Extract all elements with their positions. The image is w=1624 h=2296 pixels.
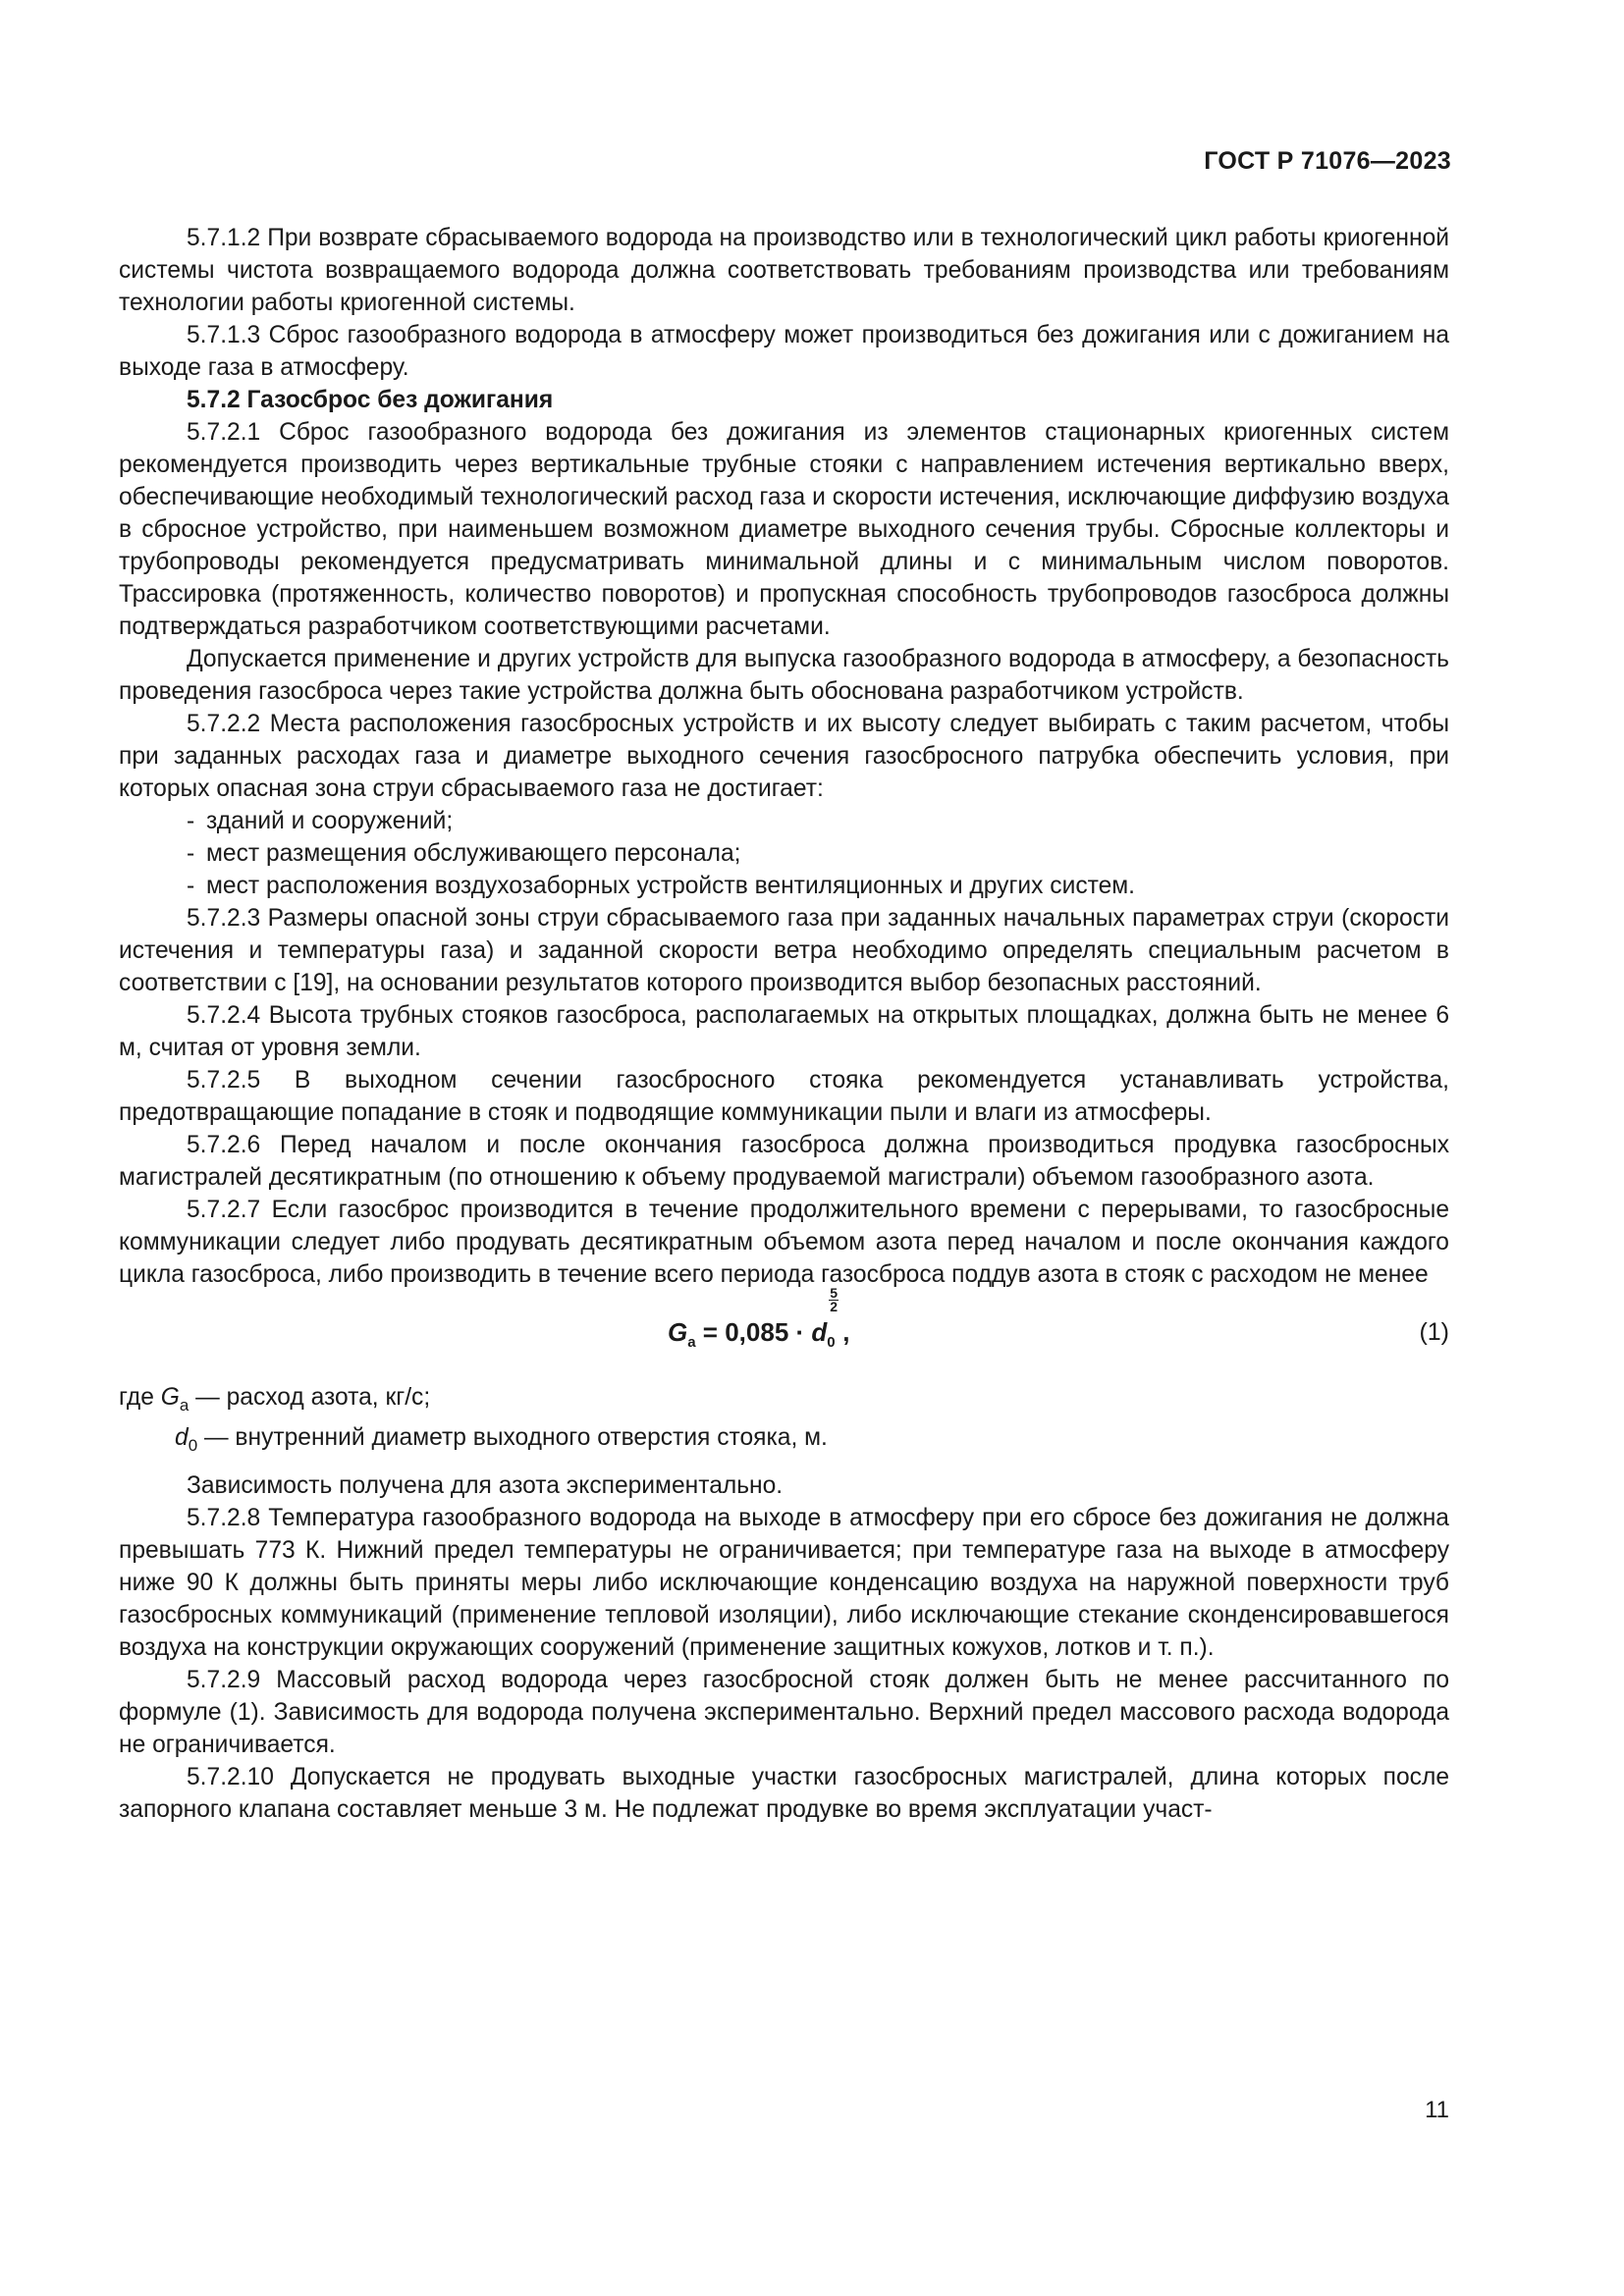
formula-legend-d	[119, 1421, 1449, 1462]
paragraph-5-7-2-2: 5.7.2.2 Места расположения газосбросных устройств и их высоту следует выбирать с таким расчетом, чтобы при заданных расходах газа и диаметре выходного сечения газосбросного патрубка обеспечить условия, при которых опасная зона струи сбрасываемого газа не достигает:	[119, 711, 1449, 802]
paragraph-5-7-2-1-cont: Допускается применение и других устройств для выпуска газообразного водорода в атмосферу, а безопасность проведения газосброса через такие устройства должна быть обоснована разработчиком устройств.	[119, 646, 1449, 705]
list-dash: -	[187, 808, 195, 834]
legend-d-var: d	[175, 1424, 189, 1451]
formula-exponent-denominator: 2	[830, 1299, 839, 1314]
paragraph-5-7-2-10: 5.7.2.10 Допускается не продувать выходные участки газосбросных магистралей, длина которых после запорного клапана составляет меньше 3 м. Не подлежат продувке во время эксплуатации участ-	[119, 1764, 1449, 1823]
formula-1	[668, 1285, 850, 1359]
list-item-text: зданий и сооружений;	[206, 808, 454, 834]
formula-d-var: d	[811, 1317, 828, 1347]
formula-number: (1)	[1419, 1318, 1449, 1346]
formula-power	[827, 1285, 842, 1359]
formula-lhs-sub: a	[687, 1334, 696, 1352]
page-number: 11	[1425, 2097, 1449, 2123]
formula-rhs: = 0,085 ·	[695, 1317, 812, 1347]
paragraph-5-7-2-1: 5.7.2.1 Сброс газообразного водорода без дожигания из элементов стационарных криогенных систем рекомендуется производить через вертикальные трубные стояки с направлением истечения вертикально вверх, обеспечивающие необходимый технологический расход газа и скорости истечения, исключающие диффузию воздуха в сбросное устройство, при наименьшем возможном диаметре выходного сечения трубы. Сбросные коллекторы и трубопроводы рекомендуется предусматривать минимальной длины и с минимальным числом поворотов. Трассировка (протяженность, количество поворотов) и пропускная способность трубопроводов газосброса должны подтверждаться разработчиком соответствующими расчетами.	[119, 419, 1449, 640]
paragraph-5-7-2-6: 5.7.2.6 Перед началом и после окончания газосброса должна производиться продувка газосбросных магистралей десятикратным (по отношению к объему продуваемой магистрали) объемом газообразного азота.	[119, 1132, 1449, 1191]
list-item	[119, 837, 1449, 870]
paragraph-5-7-2-9: 5.7.2.9 Массовый расход водорода через газосбросной стояк должен быть не менее рассчитанного по формуле (1). Зависимость для водорода получена экспериментально. Верхний предел массового расхода водорода не ограничивается.	[119, 1667, 1449, 1758]
paragraph-5-7-2-3: 5.7.2.3 Размеры опасной зоны струи сбрасываемого газа при заданных начальных параметрах струи (скорости истечения и температуры газа) и заданной скорости ветра необходимо определять специальным расчетом в соответствии с [19], на основании результатов которого производится выбор безопасных расстояний.	[119, 905, 1449, 996]
paragraph-5-7-2-7: 5.7.2.7 Если газосброс производится в течение продолжительного времени с перерывами, то газосбросные коммуникации следует либо продувать десятикратным объемом азота перед началом и после окончания каждого цикла газосброса, либо производить в течение всего периода газосброса поддув азота в стояк с расходом не менее	[119, 1197, 1449, 1288]
list-item-text: мест расположения воздухозаборных устройств вентиляционных и других систем.	[206, 873, 1136, 899]
legend-prefix: где	[119, 1384, 161, 1411]
list-item	[119, 805, 1449, 837]
formula-exponent-numerator: 5	[830, 1285, 839, 1301]
legend-g-var: G	[160, 1384, 180, 1411]
document-body	[119, 222, 1449, 1826]
section-heading-5-7-2: 5.7.2 Газосброс без дожигания	[187, 387, 554, 413]
legend-d-sub: 0	[188, 1436, 198, 1455]
paragraph-5-7-1-3: 5.7.1.3 Сброс газообразного водорода в атмосферу может производиться без дожигания или с дожиганием на выходе газа в атмосферу.	[119, 322, 1449, 381]
legend-g-text: — расход азота, кг/с;	[189, 1384, 431, 1411]
formula-lhs-var: G	[668, 1317, 688, 1347]
formula-d-sub: 0	[827, 1334, 836, 1352]
legend-d-text: — внутренний диаметр выходного отверстия стояка, м.	[197, 1424, 828, 1451]
paragraph-5-7-2-8: 5.7.2.8 Температура газообразного водорода на выходе в атмосферу при его сбросе без дожигания не должна превышать 773 К. Нижний предел температуры не ограничивается; при температуре газа на выходе в атмосферу ниже 90 К должны быть приняты меры либо исключающие конденсацию воздуха на наружной поверхности труб газосбросных коммуникаций (применение тепловой изоляции), либо исключающие стекание сконденсировавшегося воздуха на конструкции окружающих сооружений (применение защитных кожухов, лотков и т. п.).	[119, 1505, 1449, 1661]
paragraph-dependency-note: Зависимость получена для азота экспериментально.	[187, 1472, 784, 1499]
formula-exponent	[829, 1287, 839, 1313]
list-item-text: мест размещения обслуживающего персонала;	[206, 840, 741, 867]
paragraph-5-7-1-2: 5.7.1.2 При возврате сбрасываемого водорода на производство или в технологический цикл работы криогенной системы чистота возвращаемого водорода должна соответствовать требованиям производства или требованиям технологии работы криогенной системы.	[119, 225, 1449, 316]
formula-legend-g	[119, 1381, 1449, 1421]
list-item	[119, 870, 1449, 902]
paragraph-5-7-2-5: 5.7.2.5 В выходном сечении газосбросного стояка рекомендуется устанавливать устройства, предотвращающие попадание в стояк и подводящие коммуникации пыли и влаги из атмосферы.	[119, 1067, 1449, 1126]
formula-block	[119, 1285, 1449, 1377]
formula-tail: ,	[842, 1317, 850, 1347]
list-dash: -	[187, 840, 195, 867]
list-dash: -	[187, 873, 195, 899]
paragraph-5-7-2-4: 5.7.2.4 Высота трубных стояков газосброса, располагаемых на открытых площадках, должна быть не менее 6 м, считая от уровня земли.	[119, 1002, 1449, 1061]
legend-g-sub: a	[179, 1396, 189, 1415]
document-header: ГОСТ Р 71076—2023	[1204, 147, 1451, 175]
